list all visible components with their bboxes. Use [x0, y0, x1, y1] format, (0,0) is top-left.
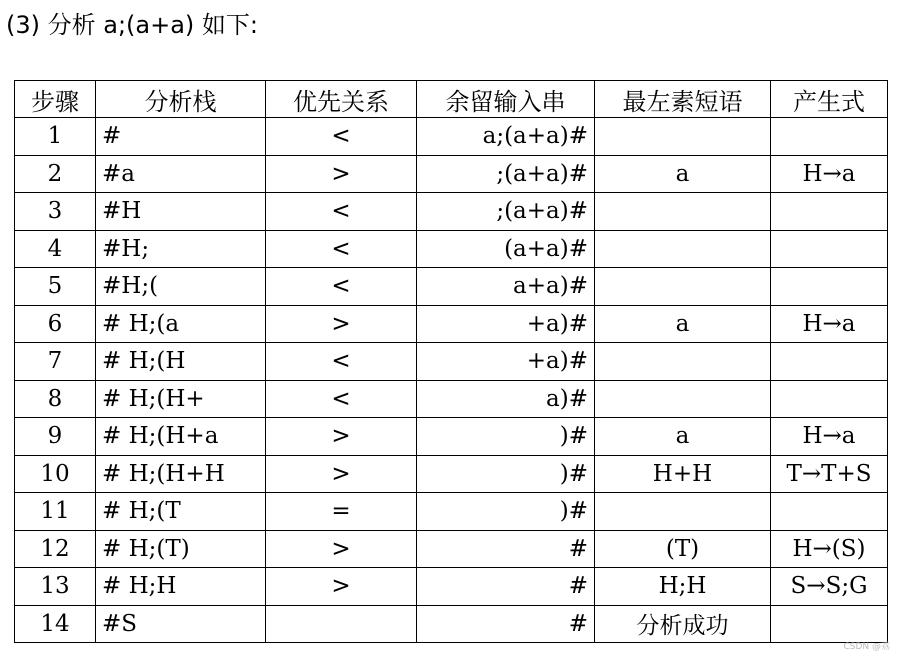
- cell-step: 1: [15, 118, 96, 156]
- cell-phrase: 分析成功: [595, 605, 771, 643]
- cell-production: [771, 230, 888, 268]
- cell-stack: # H;(H+a: [96, 418, 266, 456]
- cell-input: (a+a)#: [417, 230, 595, 268]
- cell-relation: >: [266, 418, 417, 456]
- cell-production: S→S;G: [771, 568, 888, 606]
- cell-step: 8: [15, 380, 96, 418]
- cell-relation: >: [266, 305, 417, 343]
- cell-input: ;(a+a)#: [417, 155, 595, 193]
- table-row: [15, 305, 888, 343]
- cell-relation: <: [266, 268, 417, 306]
- cell-phrase: [595, 118, 771, 156]
- header-stack: 分析栈: [96, 81, 266, 118]
- cell-relation: <: [266, 118, 417, 156]
- cell-step: 13: [15, 568, 96, 606]
- cell-stack: #: [96, 118, 266, 156]
- cell-input: ;(a+a)#: [417, 193, 595, 231]
- header-relation: 优先关系: [266, 81, 417, 118]
- cell-phrase: a: [595, 418, 771, 456]
- cell-production: [771, 268, 888, 306]
- cell-relation: >: [266, 530, 417, 568]
- cell-input: #: [417, 568, 595, 606]
- table-row: [15, 230, 888, 268]
- cell-relation: >: [266, 155, 417, 193]
- table-row: [15, 605, 888, 643]
- cell-phrase: a: [595, 155, 771, 193]
- cell-step: 11: [15, 493, 96, 531]
- table-body: [15, 118, 888, 643]
- cell-input: a;(a+a)#: [417, 118, 595, 156]
- cell-stack: #a: [96, 155, 266, 193]
- cell-stack: #H;: [96, 230, 266, 268]
- cell-production: [771, 380, 888, 418]
- cell-production: H→a: [771, 418, 888, 456]
- cell-phrase: [595, 268, 771, 306]
- cell-relation: <: [266, 193, 417, 231]
- cell-production: H→(S): [771, 530, 888, 568]
- cell-stack: # H;(T: [96, 493, 266, 531]
- cell-relation: >: [266, 455, 417, 493]
- table-row: [15, 268, 888, 306]
- cell-input: a+a)#: [417, 268, 595, 306]
- cell-phrase: [595, 343, 771, 381]
- cell-phrase: [595, 493, 771, 531]
- table-header-row: [15, 81, 888, 118]
- cell-stack: # H;(H: [96, 343, 266, 381]
- cell-step: 3: [15, 193, 96, 231]
- cell-production: [771, 493, 888, 531]
- cell-input: +a)#: [417, 305, 595, 343]
- cell-stack: #S: [96, 605, 266, 643]
- table-row: [15, 530, 888, 568]
- table-row: [15, 118, 888, 156]
- cell-step: 5: [15, 268, 96, 306]
- cell-relation: <: [266, 380, 417, 418]
- table-row: [15, 418, 888, 456]
- cell-relation: =: [266, 493, 417, 531]
- cell-step: 4: [15, 230, 96, 268]
- cell-step: 6: [15, 305, 96, 343]
- table-row: [15, 380, 888, 418]
- cell-phrase: a: [595, 305, 771, 343]
- table-row: [15, 455, 888, 493]
- table-row: [15, 155, 888, 193]
- cell-stack: # H;(H+: [96, 380, 266, 418]
- cell-input: +a)#: [417, 343, 595, 381]
- cell-phrase: H;H: [595, 568, 771, 606]
- cell-input: )#: [417, 455, 595, 493]
- cell-stack: #H;(: [96, 268, 266, 306]
- cell-step: 2: [15, 155, 96, 193]
- cell-step: 14: [15, 605, 96, 643]
- header-step: 步骤: [15, 81, 96, 118]
- cell-phrase: (T): [595, 530, 771, 568]
- table-row: [15, 343, 888, 381]
- cell-step: 9: [15, 418, 96, 456]
- cell-step: 10: [15, 455, 96, 493]
- cell-step: 12: [15, 530, 96, 568]
- cell-stack: #H: [96, 193, 266, 231]
- cell-stack: # H;(a: [96, 305, 266, 343]
- cell-step: 7: [15, 343, 96, 381]
- cell-input: #: [417, 530, 595, 568]
- section-heading: (3) 分析 a;(a+a) 如下:: [6, 11, 259, 39]
- table-row: [15, 493, 888, 531]
- cell-phrase: [595, 193, 771, 231]
- cell-phrase: H+H: [595, 455, 771, 493]
- cell-relation: <: [266, 230, 417, 268]
- cell-phrase: [595, 380, 771, 418]
- cell-production: [771, 343, 888, 381]
- cell-input: #: [417, 605, 595, 643]
- cell-production: [771, 605, 888, 643]
- watermark: CSDN @荔: [843, 642, 890, 652]
- cell-stack: # H;(H+H: [96, 455, 266, 493]
- cell-relation: <: [266, 343, 417, 381]
- cell-stack: # H;(T): [96, 530, 266, 568]
- cell-relation: [266, 605, 417, 643]
- table-row: [15, 193, 888, 231]
- cell-input: a)#: [417, 380, 595, 418]
- header-production: 产生式: [771, 81, 888, 118]
- cell-input: )#: [417, 493, 595, 531]
- cell-production: H→a: [771, 155, 888, 193]
- analysis-table: [14, 80, 888, 643]
- cell-input: )#: [417, 418, 595, 456]
- cell-production: T→T+S: [771, 455, 888, 493]
- cell-relation: >: [266, 568, 417, 606]
- header-phrase: 最左素短语: [595, 81, 771, 118]
- cell-phrase: [595, 230, 771, 268]
- cell-production: H→a: [771, 305, 888, 343]
- header-input: 余留输入串: [417, 81, 595, 118]
- cell-production: [771, 193, 888, 231]
- table-row: [15, 568, 888, 606]
- cell-stack: # H;H: [96, 568, 266, 606]
- cell-production: [771, 118, 888, 156]
